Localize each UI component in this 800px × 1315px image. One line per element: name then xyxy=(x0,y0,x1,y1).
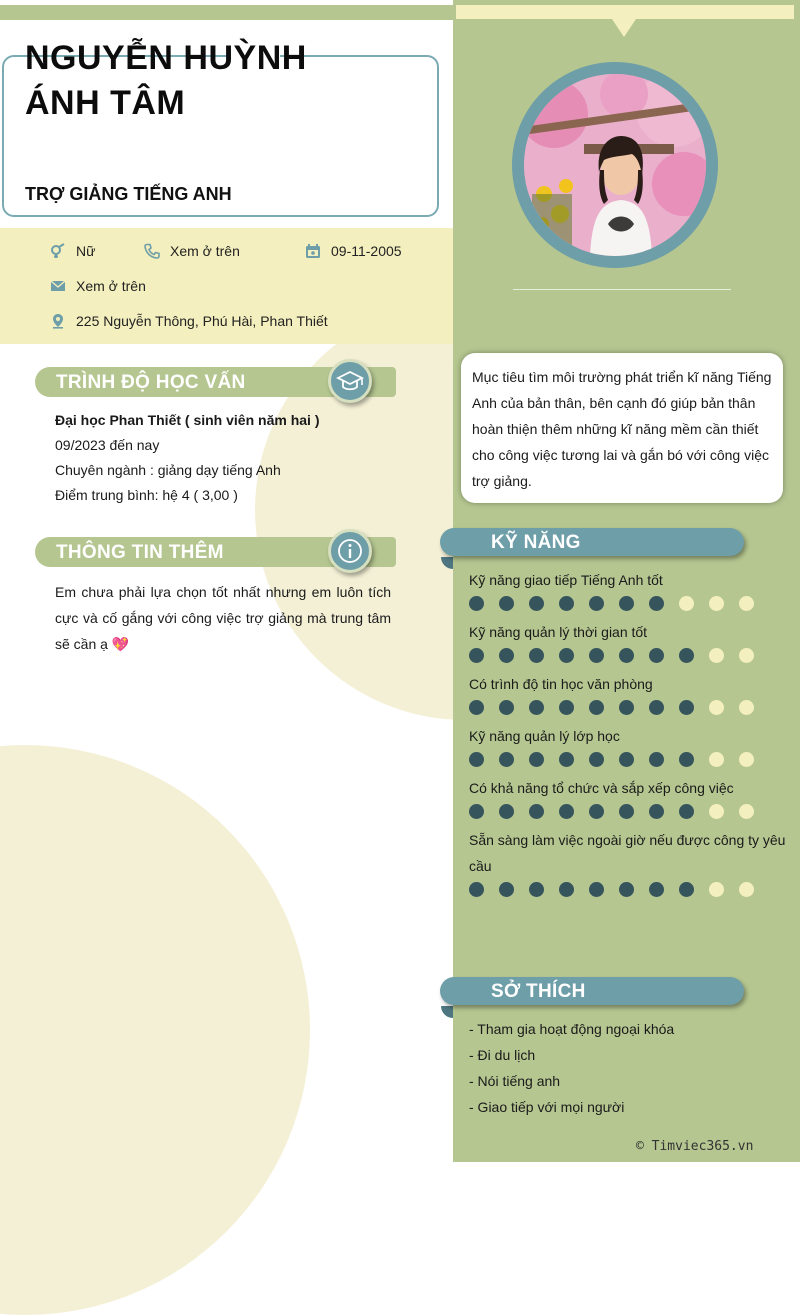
rating-dot-filled xyxy=(499,882,514,897)
contact-birthday: 09-11-2005 xyxy=(305,243,402,259)
skill-label: Có trình độ tin học văn phòng xyxy=(469,676,653,692)
rating-dot-empty xyxy=(709,804,724,819)
rating-dot-filled xyxy=(589,700,604,715)
rating-dot-filled xyxy=(619,882,634,897)
background-circle-bottom xyxy=(0,745,310,1315)
rating-dot-filled xyxy=(529,648,544,663)
top-band-left xyxy=(0,5,453,20)
job-title: TRỢ GIẢNG TIẾNG ANH xyxy=(25,184,232,204)
rating-dot-filled xyxy=(649,648,664,663)
location-pin-icon xyxy=(50,313,66,329)
rating-dot-filled xyxy=(589,596,604,611)
rating-dot-filled xyxy=(469,596,484,611)
hobby-item: - Đi du lịch xyxy=(469,1047,536,1063)
phone-icon xyxy=(144,243,160,259)
graduation-cap-icon xyxy=(331,362,369,400)
additional-badge xyxy=(328,529,372,573)
rating-dot-filled xyxy=(559,804,574,819)
rating-dot-filled xyxy=(559,648,574,663)
photo-illustration xyxy=(524,74,706,256)
rating-dot-filled xyxy=(679,700,694,715)
profile-photo xyxy=(524,74,706,256)
skill-rating xyxy=(469,700,789,715)
skill-label: Kỹ năng quản lý lớp học xyxy=(469,728,620,744)
skill-rating xyxy=(469,882,789,897)
skills-title: KỸ NĂNG xyxy=(491,532,581,553)
info-icon xyxy=(331,532,369,570)
education-gpa: Điểm trung bình: hệ 4 ( 3,00 ) xyxy=(55,487,238,503)
rating-dot-empty xyxy=(709,882,724,897)
rating-dot-filled xyxy=(559,700,574,715)
rating-dot-filled xyxy=(529,752,544,767)
rating-dot-empty xyxy=(739,752,754,767)
rating-dot-filled xyxy=(649,596,664,611)
skill-rating xyxy=(469,804,789,819)
skill-rating xyxy=(469,596,789,611)
skill-row xyxy=(469,827,789,897)
hobbies-header-curl xyxy=(441,1006,453,1018)
additional-title: THÔNG TIN THÊM xyxy=(56,542,224,563)
education-major: Chuyên ngành : giảng dạy tiếng Anh xyxy=(55,462,281,478)
hobbies-list xyxy=(469,1016,779,1120)
candidate-name: NGUYỄN HUỲNH ÁNH TÂM xyxy=(25,39,307,122)
rating-dot-filled xyxy=(679,648,694,663)
rating-dot-filled xyxy=(589,752,604,767)
rating-dot-filled xyxy=(529,804,544,819)
skill-rating xyxy=(469,648,789,663)
rating-dot-filled xyxy=(529,596,544,611)
rating-dot-filled xyxy=(679,804,694,819)
skill-row xyxy=(469,671,789,715)
rating-dot-filled xyxy=(559,752,574,767)
rating-dot-empty xyxy=(709,648,724,663)
skill-label: Kỹ năng giao tiếp Tiếng Anh tốt xyxy=(469,572,663,588)
rating-dot-filled xyxy=(469,700,484,715)
rating-dot-empty xyxy=(739,882,754,897)
rating-dot-filled xyxy=(589,648,604,663)
rating-dot-empty xyxy=(709,752,724,767)
education-details xyxy=(55,408,415,508)
rating-dot-empty xyxy=(739,700,754,715)
contact-phone: Xem ở trên xyxy=(144,243,240,259)
rating-dot-filled xyxy=(679,882,694,897)
rating-dot-empty xyxy=(709,596,724,611)
education-title: TRÌNH ĐỘ HỌC VẤN xyxy=(56,372,246,393)
skill-label: Sẵn sàng làm việc ngoài giờ nếu được công ty yêu cầu xyxy=(469,832,786,874)
rating-dot-filled xyxy=(499,804,514,819)
rating-dot-filled xyxy=(619,804,634,819)
skill-row xyxy=(469,723,789,767)
rating-dot-filled xyxy=(559,882,574,897)
rating-dot-filled xyxy=(649,804,664,819)
copyright: © Timviec365.vn xyxy=(636,1139,754,1154)
top-notch xyxy=(612,19,636,37)
education-badge xyxy=(328,359,372,403)
hobbies-header xyxy=(440,977,744,1005)
rating-dot-filled xyxy=(649,700,664,715)
rating-dot-filled xyxy=(469,648,484,663)
hobbies-title: SỞ THÍCH xyxy=(491,981,586,1002)
rating-dot-filled xyxy=(649,752,664,767)
rating-dot-filled xyxy=(619,648,634,663)
rating-dot-filled xyxy=(619,596,634,611)
photo-divider xyxy=(513,289,731,290)
contact-info xyxy=(0,228,453,344)
skill-label: Kỹ năng quản lý thời gian tốt xyxy=(469,624,648,640)
contact-gender: Nữ xyxy=(50,243,95,259)
gender-icon xyxy=(50,243,66,259)
hobby-item: - Giao tiếp với mọi người xyxy=(469,1099,625,1115)
rating-dot-empty xyxy=(709,700,724,715)
rating-dot-filled xyxy=(619,700,634,715)
rating-dot-filled xyxy=(469,882,484,897)
education-period: 09/2023 đến nay xyxy=(55,437,160,453)
top-band-right xyxy=(456,5,794,19)
education-school: Đại học Phan Thiết ( sinh viên năm hai ) xyxy=(55,412,320,428)
skills-header xyxy=(440,528,744,556)
rating-dot-filled xyxy=(589,804,604,819)
rating-dot-filled xyxy=(499,700,514,715)
rating-dot-empty xyxy=(739,648,754,663)
rating-dot-filled xyxy=(529,700,544,715)
hobby-item: - Tham gia hoạt động ngoại khóa xyxy=(469,1021,675,1037)
skill-row xyxy=(469,567,789,611)
skill-row xyxy=(469,619,789,663)
additional-text: Em chưa phải lựa chọn tốt nhất nhưng em luôn tích cực và cố gắng với công việc trợ giảng mà trung tâm sẽ cần ạ 💖 xyxy=(55,584,391,652)
rating-dot-empty xyxy=(739,804,754,819)
contact-email: Xem ở trên xyxy=(50,278,146,294)
rating-dot-filled xyxy=(589,882,604,897)
envelope-icon xyxy=(50,278,66,294)
rating-dot-filled xyxy=(619,752,634,767)
rating-dot-filled xyxy=(499,596,514,611)
rating-dot-empty xyxy=(739,596,754,611)
hobby-item: - Nói tiếng anh xyxy=(469,1073,561,1089)
rating-dot-filled xyxy=(679,752,694,767)
contact-address: 225 Nguyễn Thông, Phú Hài, Phan Thiết xyxy=(50,313,328,329)
calendar-icon xyxy=(305,243,321,259)
rating-dot-filled xyxy=(529,882,544,897)
rating-dot-empty xyxy=(679,596,694,611)
objective-text: Mục tiêu tìm môi trường phát triển kĩ năng Tiếng Anh của bản thân, bên cạnh đó giúp bản thân hoàn thiện thêm những kĩ năng mềm cần thiết cho công việc tương lai và gắn bó với công việc trợ giảng. xyxy=(472,369,772,489)
rating-dot-filled xyxy=(649,882,664,897)
rating-dot-filled xyxy=(469,804,484,819)
rating-dot-filled xyxy=(499,752,514,767)
rating-dot-filled xyxy=(469,752,484,767)
skill-row xyxy=(469,775,789,819)
rating-dot-filled xyxy=(499,648,514,663)
rating-dot-filled xyxy=(559,596,574,611)
skill-label: Có khả năng tổ chức và sắp xếp công việc xyxy=(469,780,734,796)
skill-rating xyxy=(469,752,789,767)
skills-list xyxy=(469,567,789,905)
